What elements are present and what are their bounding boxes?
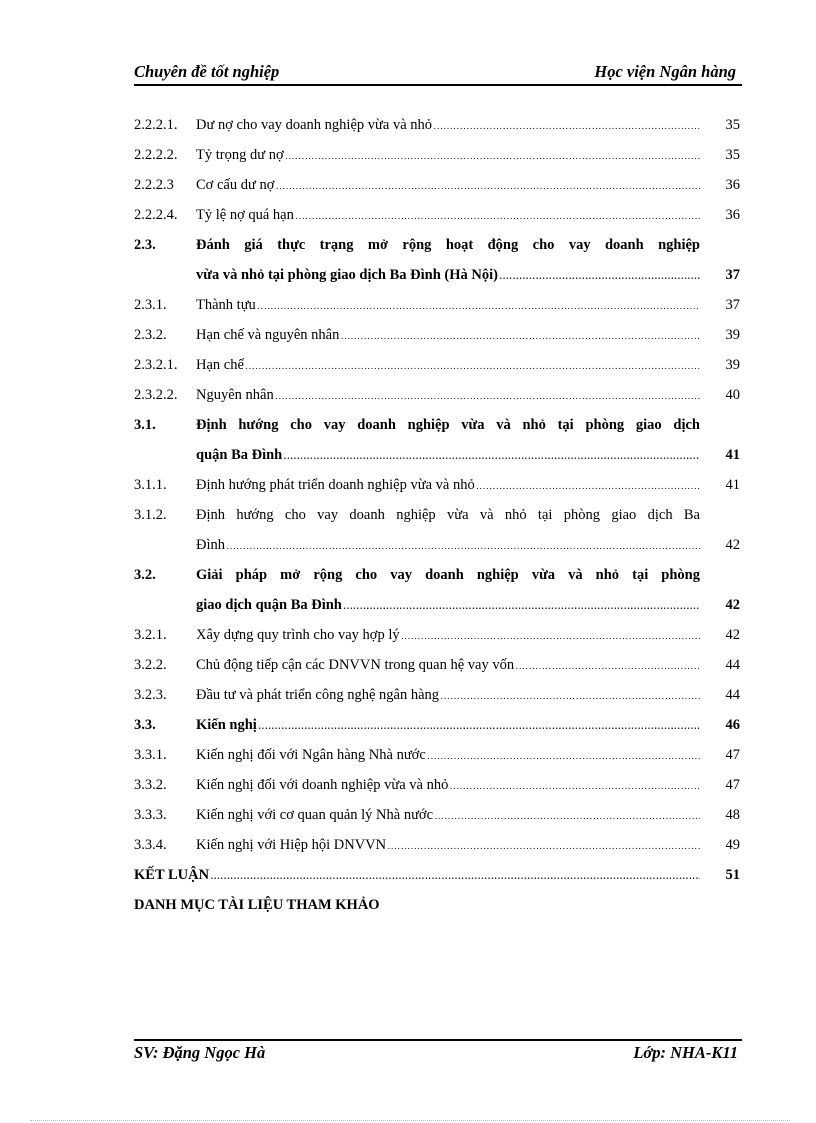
toc-number: 3.1.1. (134, 477, 167, 493)
toc-title: KẾT LUẬN . . . (134, 860, 700, 891)
toc-number: 3.3. (134, 717, 156, 733)
toc-title: Định hướng cho vay doanh nghiệp vừa và nhỏ tại phòng giao dịch (196, 417, 700, 433)
toc-page: 36 (725, 207, 740, 223)
toc-page: 41 (725, 477, 740, 493)
toc-page: 48 (725, 807, 740, 823)
toc-title: quận Ba Đình . . . (196, 440, 700, 471)
toc-number: 3.3.3. (134, 807, 167, 823)
toc-page: 40 (725, 387, 740, 403)
toc-page: 39 (725, 327, 740, 343)
toc-entry (134, 860, 742, 890)
footer-rule (134, 1039, 742, 1041)
toc-title: Dư nợ cho vay doanh nghiệp vừa và nhỏ . . . (196, 110, 700, 141)
toc-entry (134, 230, 742, 260)
toc-entry (134, 440, 742, 470)
toc-number: 2.2.2.3 (134, 177, 174, 193)
toc-title: Đánh giá thực trạng mở rộng hoạt động cho vay doanh nghiệp (196, 237, 700, 253)
toc-title: Nguyên nhân . . . (196, 380, 700, 411)
toc-page: 35 (725, 117, 740, 133)
toc-title: Định hướng cho vay doanh nghiệp vừa và nhỏ tại phòng giao dịch Ba (196, 507, 700, 523)
toc-page: 51 (725, 867, 740, 883)
table-of-contents (134, 110, 742, 920)
toc-entry (134, 740, 742, 770)
toc-number: 2.3.2.1. (134, 357, 178, 373)
toc-number: 3.2.1. (134, 627, 167, 643)
toc-entry (134, 680, 742, 710)
toc-page: 46 (725, 717, 740, 733)
toc-title: giao dịch quận Ba Đình . . . (196, 590, 700, 621)
toc-number: 3.2.3. (134, 687, 167, 703)
toc-title: Giải pháp mở rộng cho vay doanh nghiệp vừa và nhỏ tại phòng (196, 567, 700, 583)
toc-title: vừa và nhỏ tại phòng giao dịch Ba Đình (Hà Nội) . . . (196, 260, 700, 291)
toc-page: 37 (725, 267, 740, 283)
toc-entry (134, 710, 742, 740)
toc-title: Xây dựng quy trình cho vay hợp lý . . . (196, 620, 700, 651)
header-right-title: Học viện Ngân hàng (594, 62, 736, 81)
toc-page: 42 (725, 537, 740, 553)
toc-entry (134, 320, 742, 350)
toc-title: Kiến nghị . . . (196, 710, 700, 741)
toc-entry (134, 890, 742, 920)
toc-page: 44 (725, 687, 740, 703)
toc-number: 2.3. (134, 237, 156, 253)
toc-number: 2.2.2.2. (134, 147, 178, 163)
toc-title: Kiến nghị đối với Ngân hàng Nhà nước . . . (196, 740, 700, 771)
page-bottom-border (30, 1120, 790, 1121)
toc-title: Chủ động tiếp cận các DNVVN trong quan hệ vay vốn . . . (196, 650, 700, 681)
toc-title: Định hướng phát triển doanh nghiệp vừa và nhỏ . . . (196, 470, 700, 501)
toc-entry (134, 140, 742, 170)
toc-entry (134, 410, 742, 440)
toc-number: 3.1. (134, 417, 156, 433)
footer-class: Lớp: NHA-K11 (633, 1043, 738, 1062)
toc-entry (134, 290, 742, 320)
toc-entry (134, 560, 742, 590)
toc-entry (134, 500, 742, 530)
toc-entry (134, 620, 742, 650)
header-rule (134, 84, 742, 86)
toc-entry (134, 650, 742, 680)
page-footer (134, 1043, 742, 1069)
toc-page: 39 (725, 357, 740, 373)
toc-number: 3.2.2. (134, 657, 167, 673)
toc-entry (134, 170, 742, 200)
toc-page: 41 (725, 447, 740, 463)
toc-page: 37 (725, 297, 740, 313)
toc-entry (134, 110, 742, 140)
toc-number: 3.1.2. (134, 507, 167, 523)
toc-number: 3.3.2. (134, 777, 167, 793)
toc-number: 2.2.2.1. (134, 117, 178, 133)
toc-title: Kiến nghị với cơ quan quản lý Nhà nước . . . (196, 800, 700, 831)
toc-title: Thành tựu . . . (196, 290, 700, 321)
footer-student-name: SV: Đặng Ngọc Hà (134, 1043, 266, 1062)
toc-number: 3.3.4. (134, 837, 167, 853)
toc-entry (134, 380, 742, 410)
toc-entry (134, 530, 742, 560)
toc-entry (134, 200, 742, 230)
toc-number: 2.3.2. (134, 327, 167, 343)
toc-number: 2.3.1. (134, 297, 167, 313)
toc-title: Hạn chế . . . (196, 350, 700, 381)
toc-title: Kiến nghị đối với doanh nghiệp vừa và nhỏ . . . (196, 770, 700, 801)
toc-number: 2.3.2.2. (134, 387, 178, 403)
toc-page: 36 (725, 177, 740, 193)
toc-number: 3.3.1. (134, 747, 167, 763)
header-left-title: Chuyên đề tốt nghiệp (134, 62, 280, 81)
toc-entry (134, 770, 742, 800)
toc-entry (134, 350, 742, 380)
toc-number: 3.2. (134, 567, 156, 583)
toc-title: Đầu tư và phát triển công nghệ ngân hàng . . . (196, 680, 700, 711)
toc-number: 2.2.2.4. (134, 207, 178, 223)
toc-title: Tỷ trọng dư nợ . . . (196, 140, 700, 171)
toc-page: 49 (725, 837, 740, 853)
toc-page: 44 (725, 657, 740, 673)
toc-entry (134, 470, 742, 500)
toc-title: Hạn chế và nguyên nhân . . . (196, 320, 700, 351)
toc-title: Cơ cấu dư nợ . . . (196, 170, 700, 201)
toc-page: 47 (725, 777, 740, 793)
toc-title: DANH MỤC TÀI LIỆU THAM KHẢO (134, 897, 380, 913)
toc-page: 42 (725, 627, 740, 643)
toc-page: 47 (725, 747, 740, 763)
toc-entry (134, 590, 742, 620)
toc-entry (134, 260, 742, 290)
toc-entry (134, 800, 742, 830)
toc-page: 35 (725, 147, 740, 163)
toc-title: Kiến nghị với Hiệp hội DNVVN . . . (196, 830, 700, 861)
toc-page: 42 (725, 597, 740, 613)
toc-entry (134, 830, 742, 860)
page-header (134, 60, 742, 86)
toc-title: Đình . . . (196, 530, 700, 561)
toc-title: Tỷ lệ nợ quá hạn . . . (196, 200, 700, 231)
